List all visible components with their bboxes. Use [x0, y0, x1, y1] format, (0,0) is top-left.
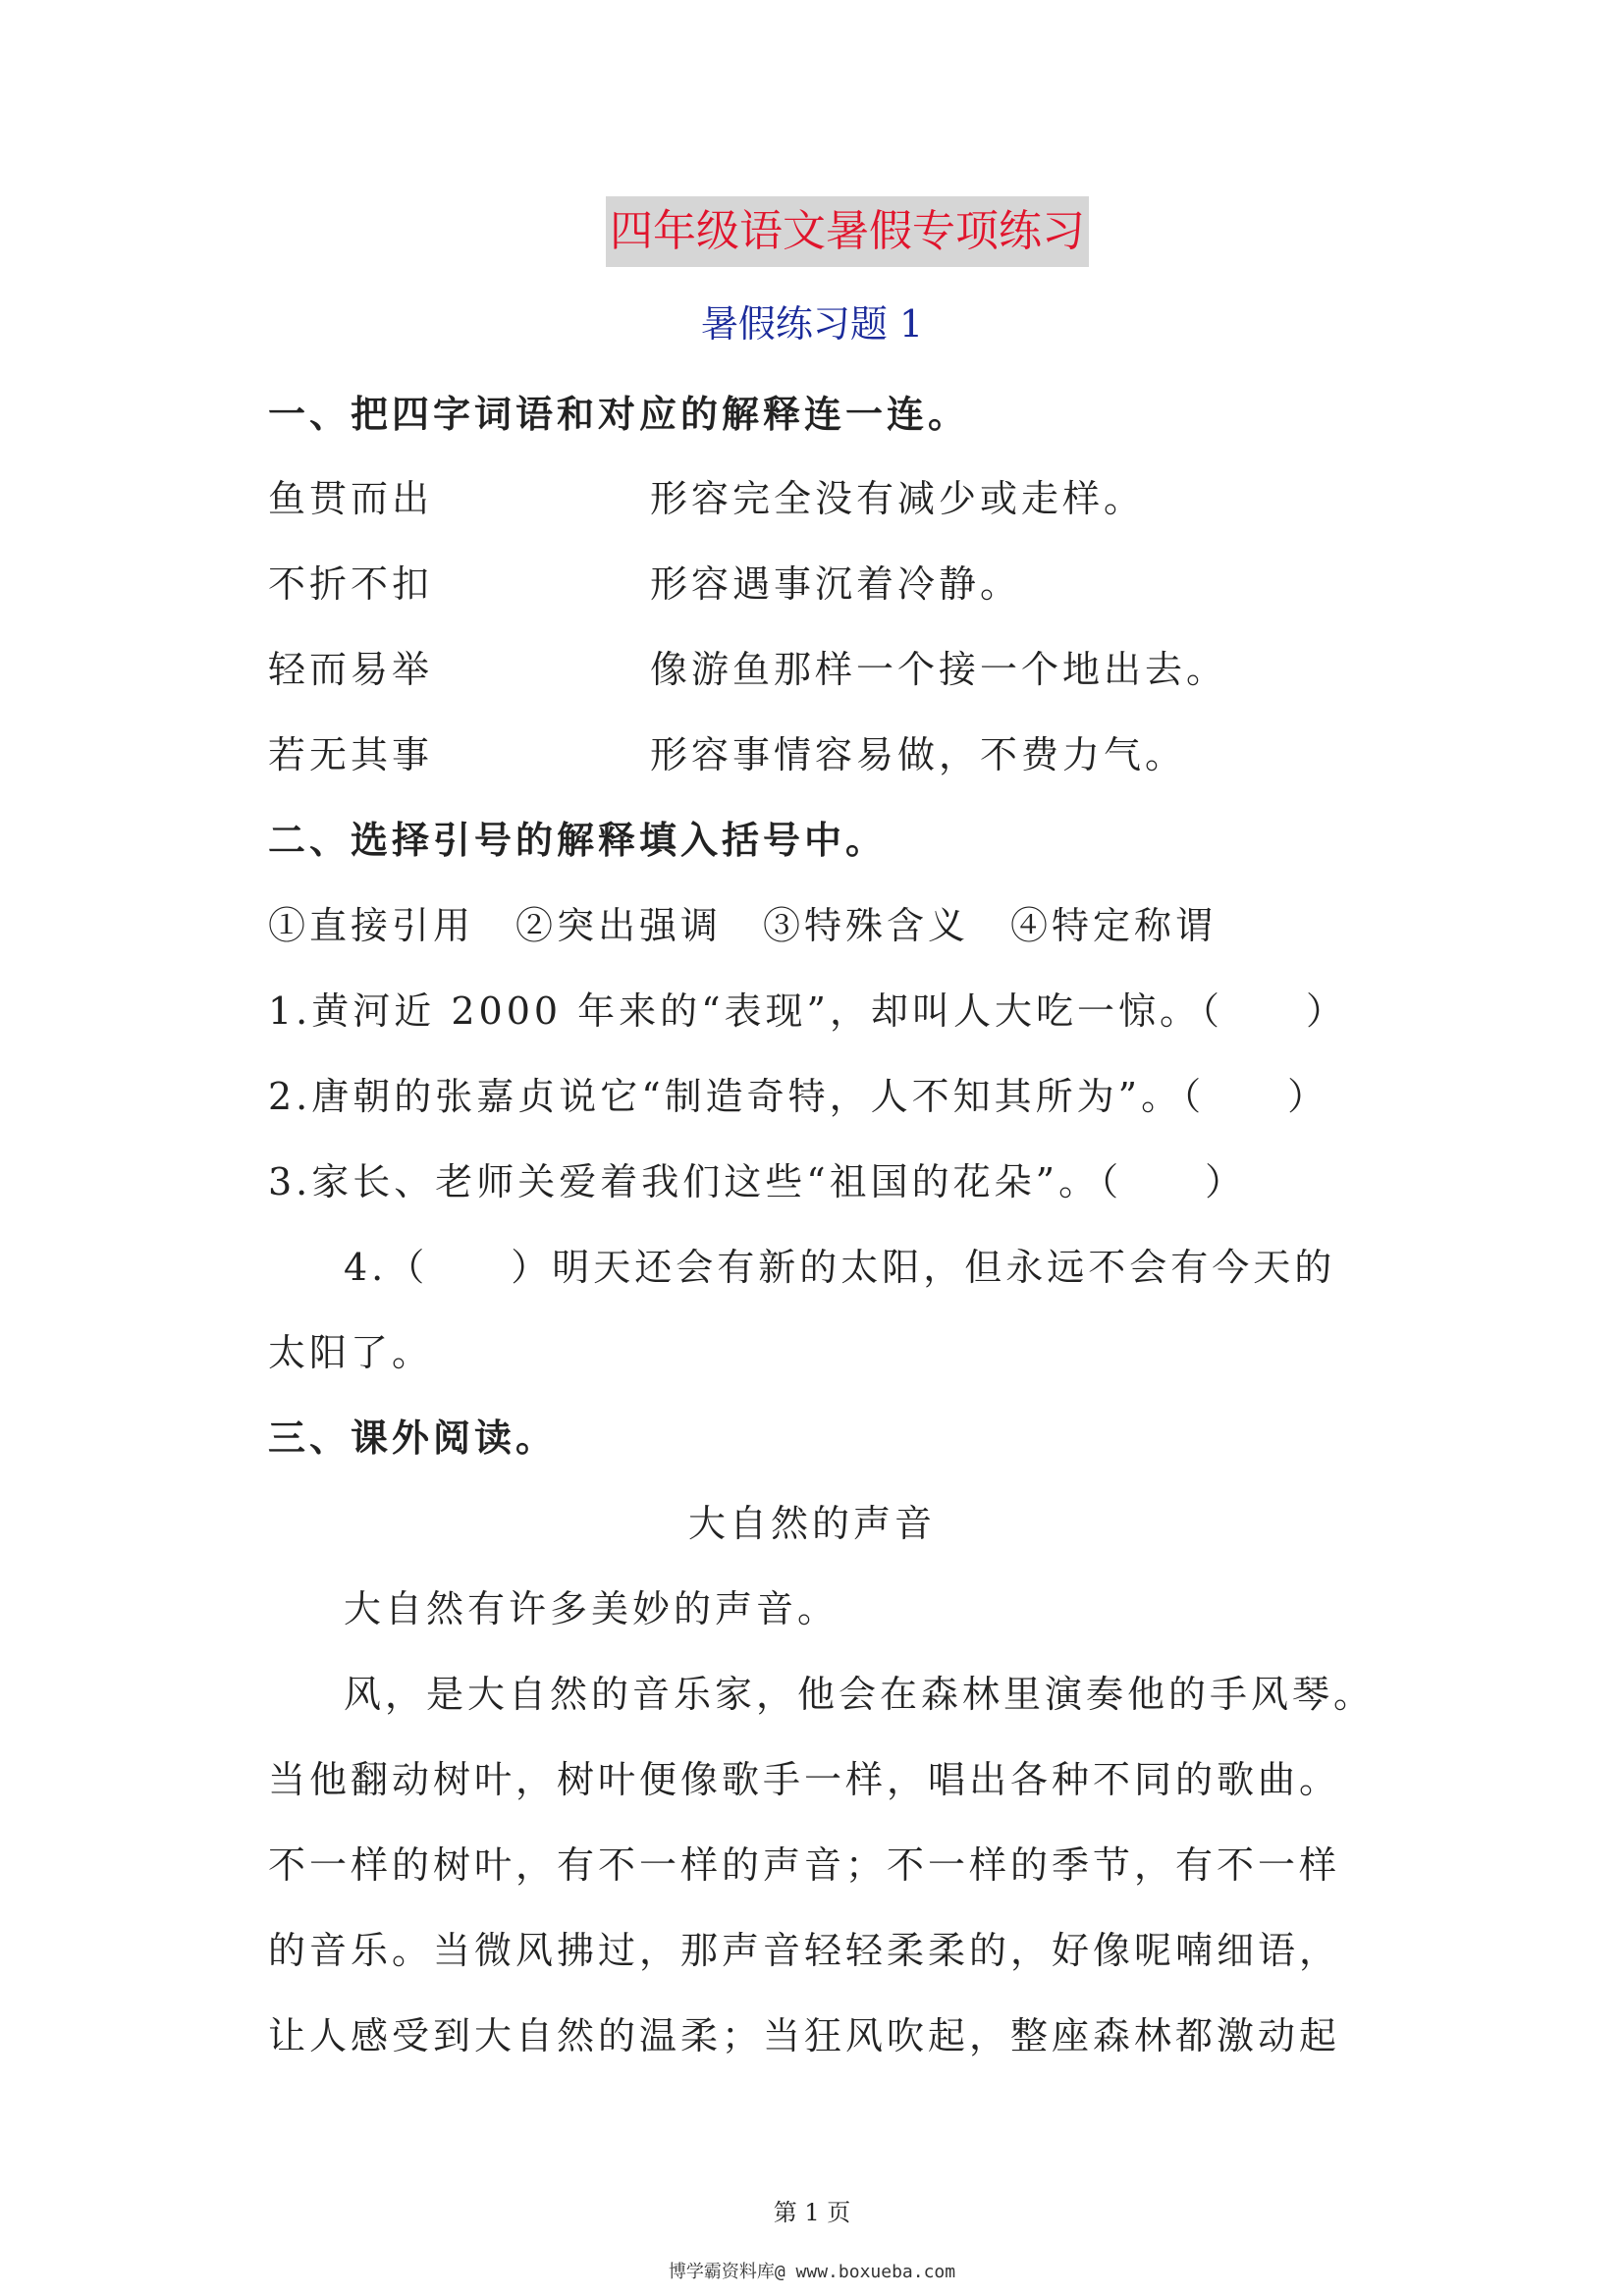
question-1: 1.黄河近 2000 年来的“表现”，却叫人大吃一惊。（ ）: [268, 989, 1347, 1033]
term-2: 不折不扣: [268, 562, 434, 606]
section2-heading: 二、选择引号的解释填入括号中。: [268, 819, 888, 862]
passage-line-6: 让人感受到大自然的温柔；当狂风吹起，整座森林都激动起: [268, 2014, 1341, 2057]
document-subtitle: 暑假练习题 1: [700, 302, 924, 346]
definition-2: 形容遇事沉着冷静。: [650, 562, 1022, 606]
definition-3: 像游鱼那样一个接一个地出去。: [650, 648, 1228, 691]
term-4: 若无其事: [268, 733, 434, 776]
passage-title: 大自然的声音: [687, 1502, 936, 1545]
question-2: 2.唐朝的张嘉贞说它“制造奇特，人不知其所为”。（ ）: [268, 1075, 1329, 1118]
quote-options: ①直接引用 ②突出强调 ③特殊含义 ④特定称谓: [268, 904, 1218, 947]
passage-line-4: 不一样的树叶，有不一样的声音；不一样的季节，有不一样: [268, 1843, 1341, 1887]
term-3: 轻而易举: [268, 648, 434, 691]
question-4: 4.（ ）明天还会有新的太阳，但永远不会有今天的: [344, 1246, 1336, 1289]
passage-line-3: 当他翻动树叶，树叶便像歌手一样，唱出各种不同的歌曲。: [268, 1758, 1341, 1801]
definition-4: 形容事情容易做，不费力气。: [650, 733, 1187, 776]
definition-1: 形容完全没有减少或走样。: [650, 477, 1146, 520]
question-4-continued: 太阳了。: [268, 1331, 434, 1374]
watermark: 博学霸资料库@ www.boxueba.com: [668, 2262, 956, 2282]
passage-line-5: 的音乐。当微风拂过，那声音轻轻柔柔的，好像呢喃细语，: [268, 1929, 1341, 1972]
question-3: 3.家长、老师关爱着我们这些“祖国的花朵”。（ ）: [268, 1160, 1247, 1203]
page-number: 第 1 页: [773, 2199, 851, 2226]
passage-line-1: 大自然有许多美妙的声音。: [344, 1587, 839, 1630]
term-1: 鱼贯而出: [268, 477, 434, 520]
passage-line-2: 风，是大自然的音乐家，他会在森林里演奏他的手风琴。: [344, 1673, 1376, 1716]
section3-heading: 三、课外阅读。: [268, 1416, 558, 1460]
section1-heading: 一、把四字词语和对应的解释连一连。: [268, 393, 970, 436]
document-title: 四年级语文暑假专项练习: [606, 196, 1089, 267]
